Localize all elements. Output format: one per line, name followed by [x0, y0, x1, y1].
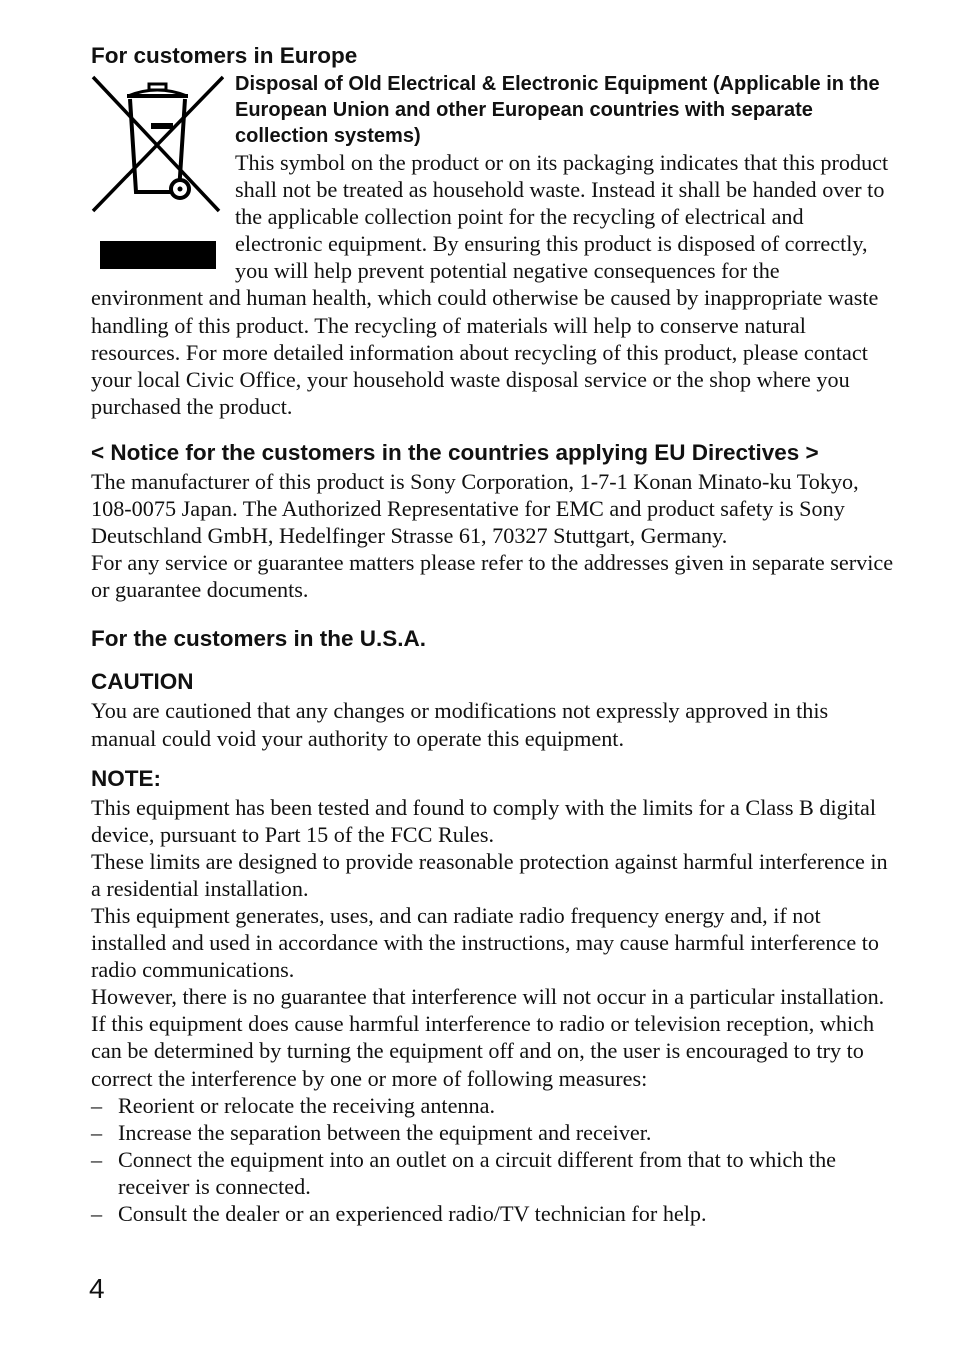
dash-marker: –: [91, 1092, 103, 1118]
weee-bar: [100, 241, 216, 269]
note-paragraph: This equipment has been tested and found to comply with the limits for a Class B digital device, pursuant to Part 15 of the FCC Rules.: [91, 794, 877, 847]
caution-text: You are cautioned that any changes or modifications not expressly approved in this manual could void your authority to operate this equipment.: [91, 698, 829, 751]
note-heading: NOTE:: [91, 765, 161, 791]
note-paragraph: This equipment generates, uses, and can radiate radio frequency energy and, if not installed and used in accordance with the instructions, may cause harmful interference to radio communications.: [91, 902, 879, 983]
europe-heading: For customers in Europe: [91, 43, 358, 68]
weee-section: [91, 71, 894, 420]
usa-heading: For the customers in the U.S.A.: [91, 626, 427, 652]
measures-list: [91, 1092, 894, 1227]
page-number: 4: [89, 1273, 105, 1304]
list-item-text: Consult the dealer or an experienced radio/TV technician for help.: [118, 1201, 707, 1226]
list-item: [91, 1092, 894, 1119]
list-item-text: Increase the separation between the equipment and receiver.: [118, 1119, 652, 1145]
list-item: [91, 1200, 894, 1227]
eu-directives-section: [91, 437, 894, 603]
caution-heading: CAUTION: [91, 669, 194, 695]
eu-directives-paragraph: The manufacturer of this product is Sony Corporation, 1-7-1 Konan Minato-ku Tokyo, 108-0075 Japan. The Authorized Representative for EMC and product safety is Sony Deutschland GmbH, Hedelfinger Strasse 61, 70327 Stuttgart, Germany.: [91, 468, 859, 549]
list-item-text: Connect the equipment into an outlet on a circuit different from that to which the receiver is connected.: [118, 1146, 837, 1199]
eu-directives-paragraph: For any service or guarantee matters please refer to the addresses given in separate service or guarantee documents.: [91, 550, 894, 603]
manual-page: [91, 40, 894, 1227]
dash-marker: –: [91, 1201, 103, 1226]
caution-section: [91, 666, 894, 751]
note-section: [91, 763, 894, 1228]
list-item: [91, 1119, 894, 1146]
crossed-out-wheelie-bin-icon: [91, 75, 224, 271]
eu-directives-heading: < Notice for the customers in the countries applying EU Directives >: [91, 439, 819, 465]
dash-marker: –: [91, 1119, 103, 1145]
note-paragraph: These limits are designed to provide reasonable protection against harmful interference in a residential installation.: [91, 848, 888, 901]
disposal-text: This symbol on the product or on its packaging indicates that this product shall not be treated as household waste. Instead it shall be handed over to the applicable collection point for the recycling of electrical and electronic equipment. By ensuring this product is disposed of correctly, you will help prevent potential negative consequences for the environment and human health, which could otherwise be caused by inappropriate waste handling of this product. The recycling of materials will help to conserve natural resources. For more detailed information about recycling of this product, please contact your local Civic Office, your household waste disposal service or the shop where you purchased the product.: [91, 150, 889, 419]
dash-marker: –: [91, 1146, 103, 1172]
list-item: [91, 1146, 894, 1200]
usa-section: [91, 623, 894, 654]
note-paragraph: However, there is no guarantee that interference will not occur in a particular installation. If this equipment does cause harmful interference to radio or television reception, which can be determined by turning the equipment off and on, the user is encouraged to try to correct the interference by one or more of following measures:: [91, 984, 885, 1091]
disposal-heading: Disposal of Old Electrical & Electronic Equipment (Applicable in the European Union and other European countries with separate collection systems): [235, 73, 880, 147]
list-item-text: Reorient or relocate the receiving antenna.: [118, 1092, 496, 1118]
